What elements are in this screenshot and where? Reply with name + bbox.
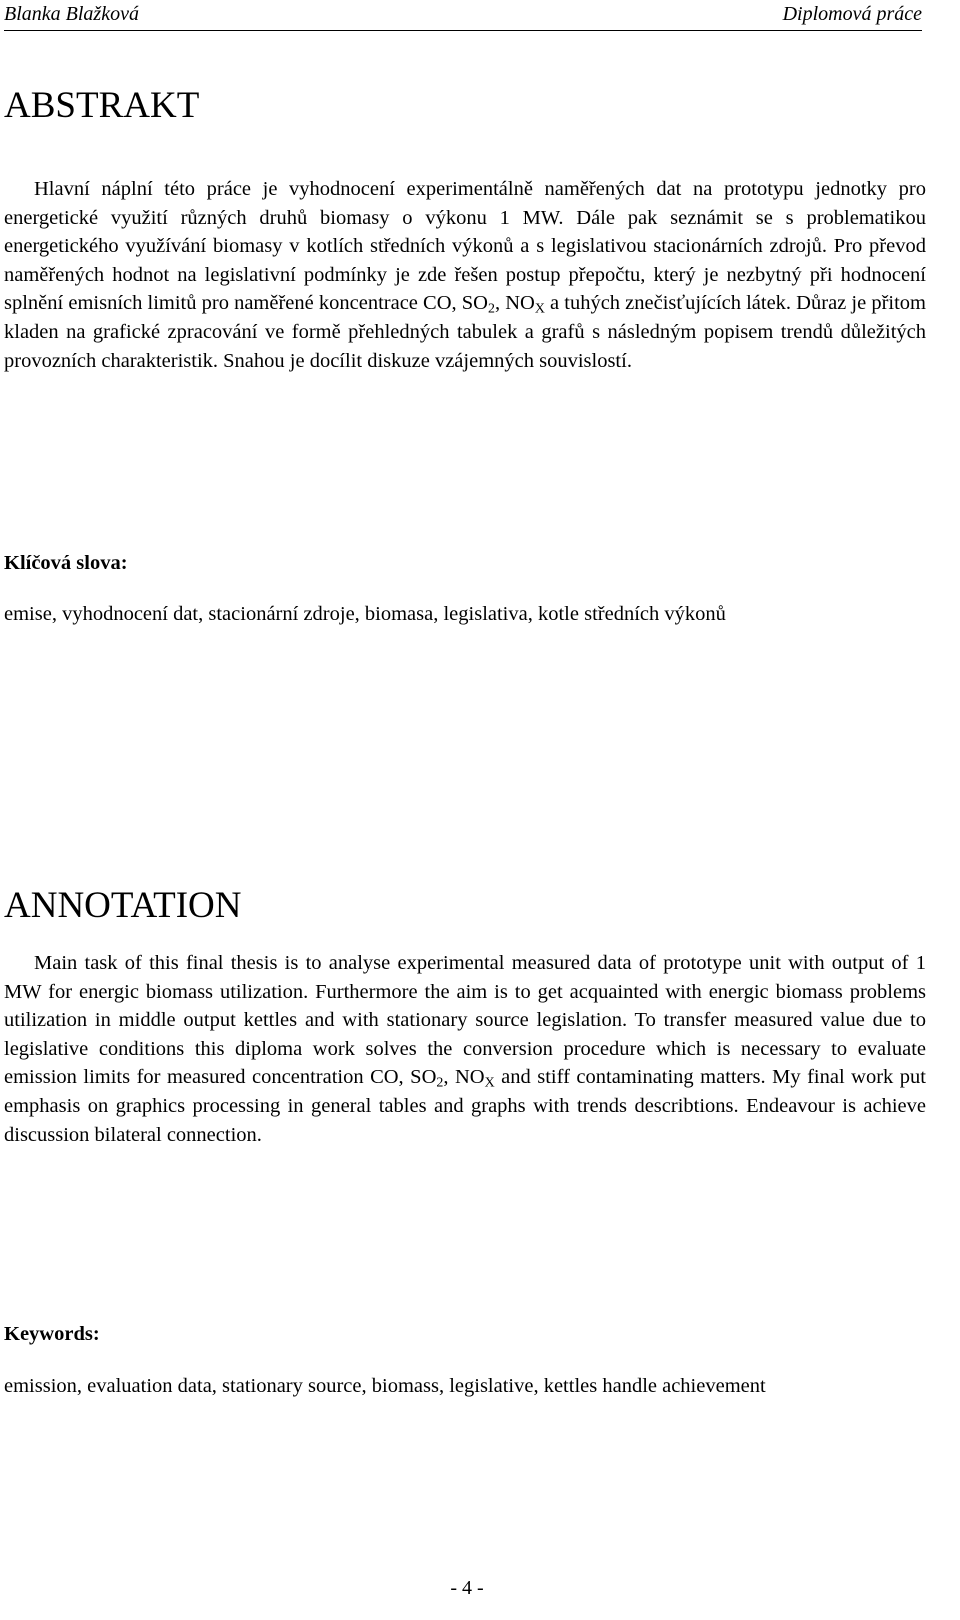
abstract-text-part-1: Hlavní náplní této práce je vyhodnocení experimentálně naměřených dat na prototypu jednotky pro energetické využití různých druhů biomasy o výkonu 1 MW. Dále pak seznámit se s problematikou energetického využívání biomasy v kotlích středních výkonů a s legislativou stacionárních zdrojů. Pro převod naměřených hodnot na legislativní podmínky je zde řešen postup přepočtu, který je nezbytný při hodnocení splnění emisních limitů pro naměřené koncentrace CO, SO xyxy=(4,178,926,315)
abstract-title: ABSTRAKT xyxy=(4,85,200,126)
annotation-text-part-1: Main task of this final thesis is to analyse experimental measured data of prototype unit with output of 1 MW for energic biomass utilization. Furthermore the aim is to get acquainted with energic biomass problems utilization in middle output kettles and with stationary source legislation. To transfer measured value due to legislative conditions this diploma work solves the conversion procedure which is necessary to evaluate emission limits for measured concentration CO, SO xyxy=(4,952,926,1089)
keywords-en-text: emission, evaluation data, stationary source, biomass, legislative, kettles handle achievement xyxy=(4,1375,766,1397)
annotation-subscript-x: X xyxy=(484,1075,495,1091)
keywords-cz-text: emise, vyhodnocení dat, stacionární zdroje, biomasa, legislativa, kotle středních výkonů xyxy=(4,603,726,625)
page-number: - 4 - xyxy=(450,1577,484,1599)
annotation-text-part-2: , NO xyxy=(443,1066,485,1089)
keywords-en-heading: Keywords: xyxy=(4,1323,100,1345)
annotation-text-part-3: and stiff contaminating matters. My final work put emphasis on graphics processing in general tables and graphs with trends describtions. Endeavour is achieve discussion bilateral connection. xyxy=(4,1066,926,1146)
header-author: Blanka Blažková xyxy=(4,3,139,25)
annotation-subscript-2: 2 xyxy=(436,1075,444,1091)
keywords-cz-heading: Klíčová slova: xyxy=(4,552,128,574)
header-doc-type: Diplomová práce xyxy=(782,3,922,25)
annotation-title: ANNOTATION xyxy=(4,885,242,926)
annotation-paragraph xyxy=(4,949,926,1149)
abstract-text-part-2: , NO xyxy=(494,292,535,315)
abstract-paragraph xyxy=(4,175,926,375)
abstract-text-part-3: a tuhých znečisťujících látek. Důraz je přitom kladen na grafické zpracování ve formě přehledných tabulek a grafů s následným popisem trendů důležitých provozních charakteristik. Snahou je docílit diskuze vzájemných souvislostí. xyxy=(4,292,926,372)
abstract-subscript-x: X xyxy=(534,301,545,317)
abstract-subscript-2: 2 xyxy=(487,301,495,317)
running-header xyxy=(4,0,922,31)
